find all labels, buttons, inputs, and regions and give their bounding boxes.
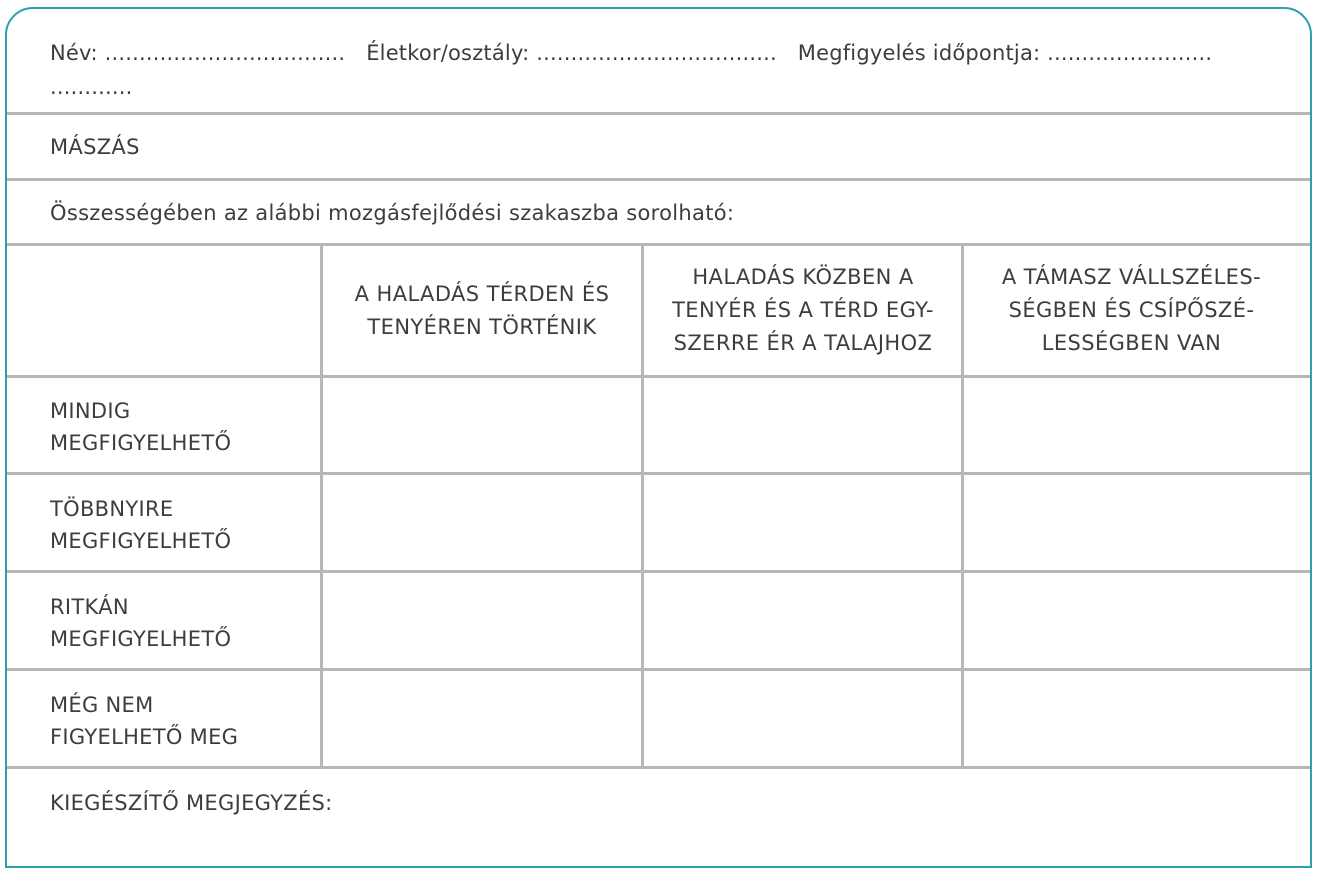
column-header-support-width: A TÁMASZ VÁLLSZÉLES- SÉGBEN ÉS CSÍPŐSZÉ- LESSÉGBEN VAN xyxy=(1001,265,1262,355)
column-header-knee-palm: A HALADÁS TÉRDEN ÉS TENYÉREN TÖRTÉNIK xyxy=(354,281,610,339)
divider xyxy=(7,766,1310,769)
divider xyxy=(7,178,1310,181)
cell-rarely-col2[interactable] xyxy=(644,573,962,668)
header-fields xyxy=(50,36,1280,104)
cell-not-yet-col1[interactable] xyxy=(323,671,641,766)
observation-date-field-continuation[interactable]: ............ xyxy=(50,75,133,99)
cell-always-col2[interactable] xyxy=(644,378,962,472)
cell-always-col1[interactable] xyxy=(323,378,641,472)
notes-area[interactable] xyxy=(7,819,1310,866)
cell-mostly-col1[interactable] xyxy=(323,475,641,570)
column-divider xyxy=(961,243,964,769)
row-label-rarely: RITKÁN MEGFIGYELHETŐ xyxy=(50,595,232,651)
name-field[interactable]: Név: ................................... xyxy=(50,41,346,65)
cell-always-col3[interactable] xyxy=(964,378,1299,472)
row-label-mostly: TÖBBNYIRE MEGFIGYELHETŐ xyxy=(50,497,232,553)
column-divider xyxy=(320,243,323,769)
age-class-field[interactable]: Életkor/osztály: ................................... xyxy=(366,41,777,65)
section-title: MÁSZÁS xyxy=(50,135,140,159)
cell-not-yet-col3[interactable] xyxy=(964,671,1299,766)
cell-mostly-col2[interactable] xyxy=(644,475,962,570)
column-header-simultaneous-contact: HALADÁS KÖZBEN A TENYÉR ÉS A TÉRD EGY- SZERRE ÉR A TALAJHOZ xyxy=(672,265,934,355)
notes-label: KIEGÉSZÍTŐ MEGJEGYZÉS: xyxy=(50,791,333,815)
summary-prompt: Összességében az alábbi mozgásfejlődési szakaszba sorolható: xyxy=(50,201,735,225)
row-label-not-yet: MÉG NEM FIGYELHETŐ MEG xyxy=(50,693,239,749)
cell-not-yet-col2[interactable] xyxy=(644,671,962,766)
cell-rarely-col1[interactable] xyxy=(323,573,641,668)
cell-mostly-col3[interactable] xyxy=(964,475,1299,570)
observation-date-field[interactable]: Megfigyelés időpontja: ........................ xyxy=(797,41,1213,65)
cell-rarely-col3[interactable] xyxy=(964,573,1299,668)
observation-form xyxy=(5,7,1312,868)
row-label-always: MINDIG MEGFIGYELHETŐ xyxy=(50,399,232,455)
column-divider xyxy=(641,243,644,769)
divider xyxy=(7,112,1310,115)
